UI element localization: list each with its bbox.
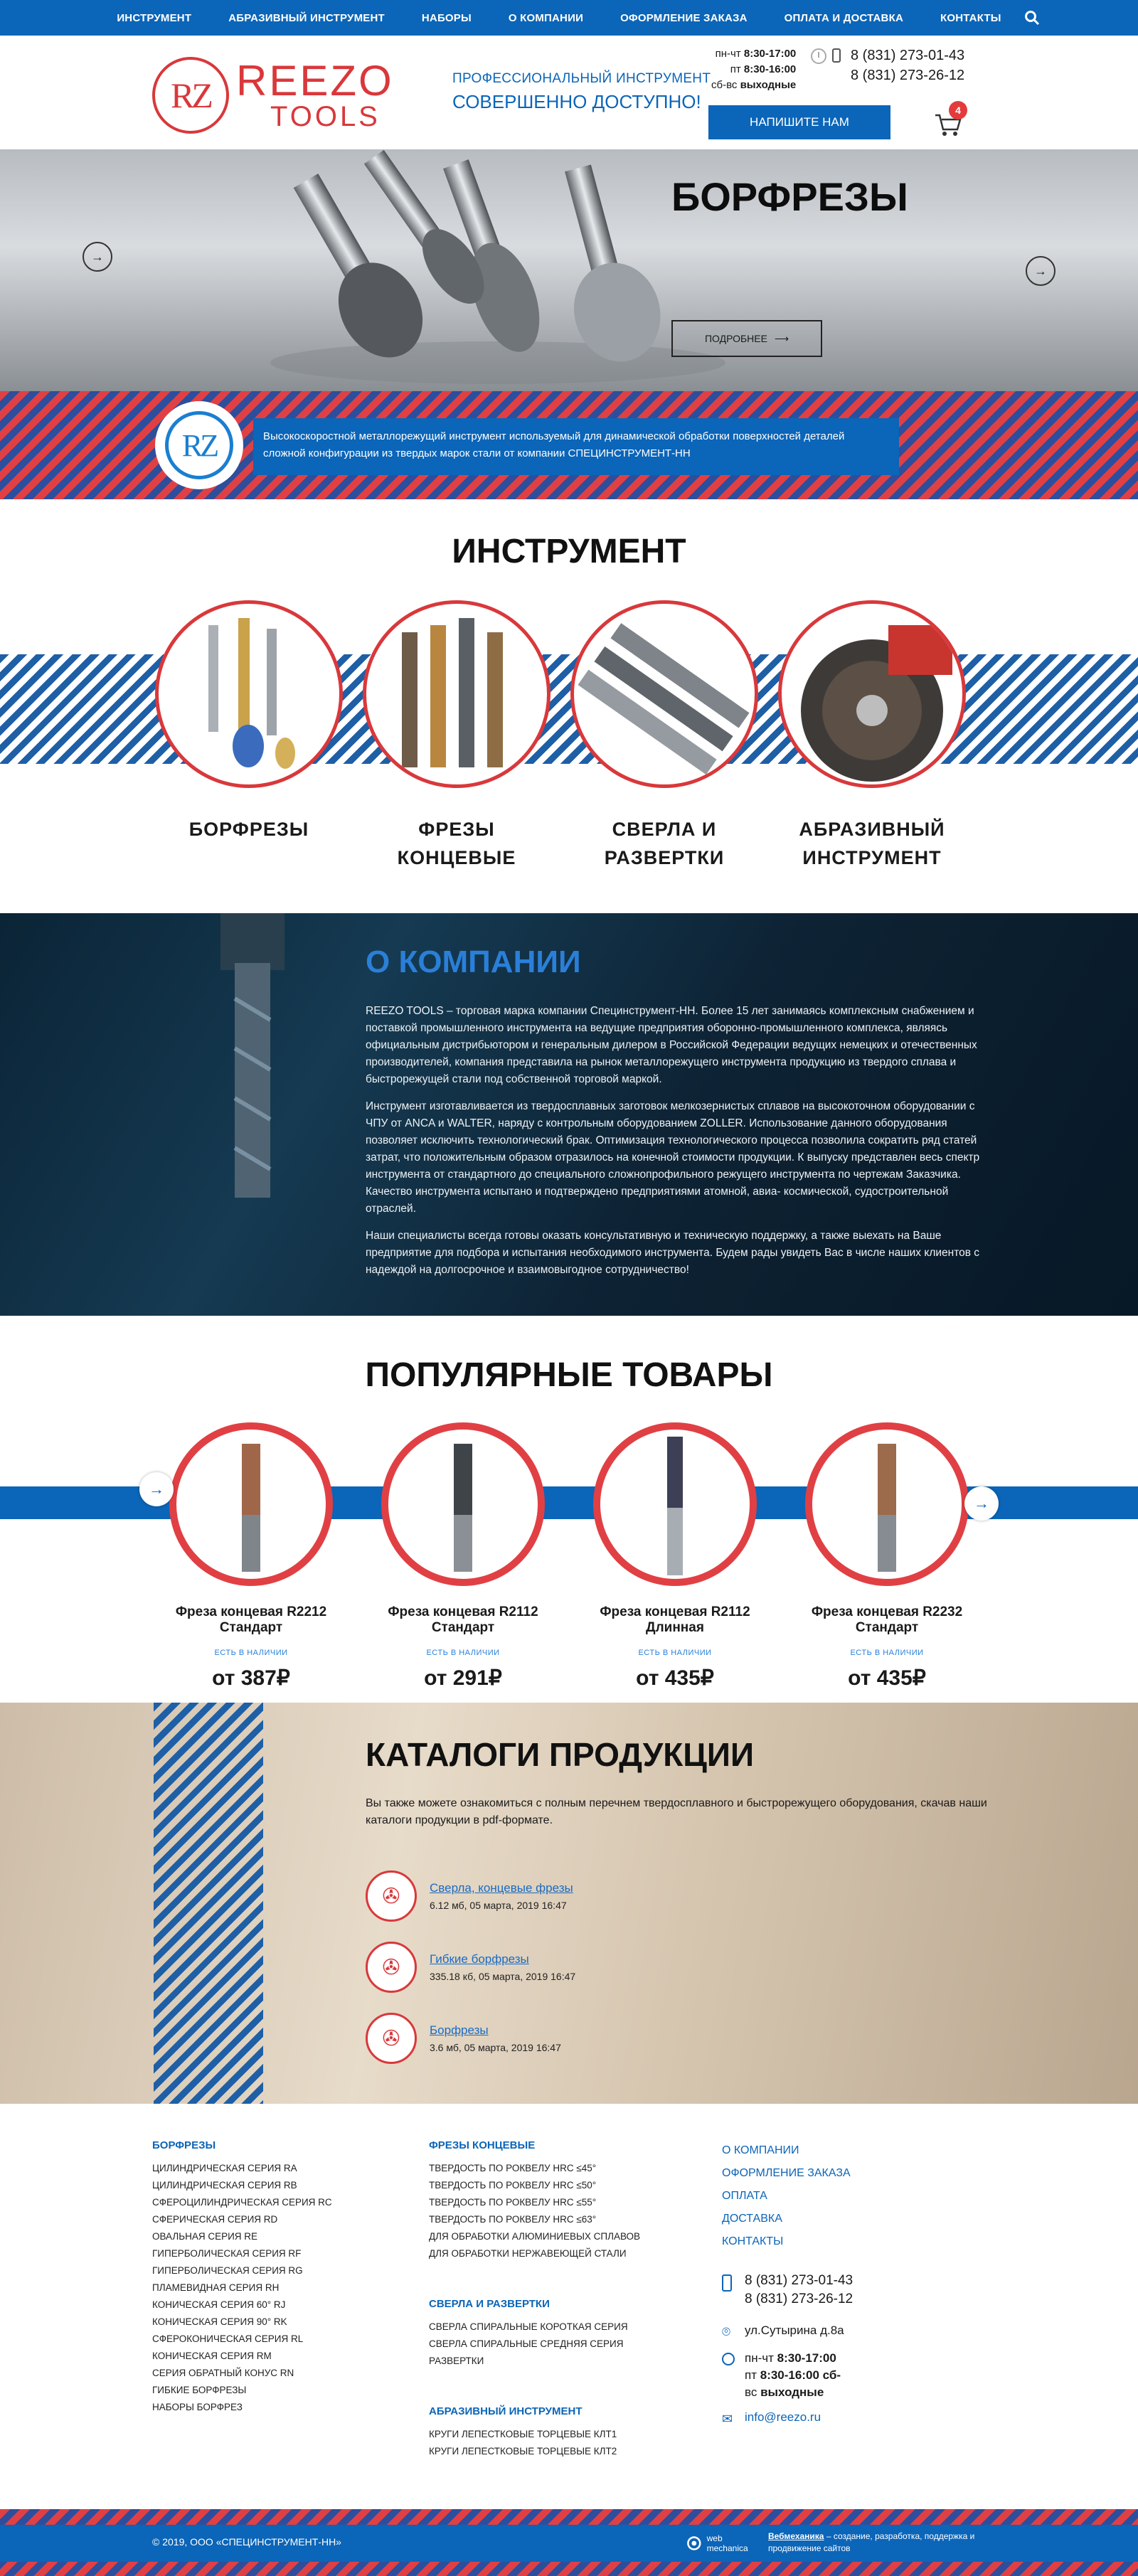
category-card-abrasive[interactable] [778, 600, 966, 872]
footer-list [429, 2426, 640, 2460]
hero-prev-arrow: → [91, 249, 104, 264]
footer-nav [722, 2139, 851, 2253]
products-next-button[interactable] [964, 1486, 999, 1521]
pdf-icon: ✇ [366, 2013, 417, 2064]
product-image [805, 1422, 969, 1586]
hours-row: пт 8:30-16:00 сб- [745, 2368, 841, 2382]
stock-status: ЕСТЬ В НАЛИЧИИ [426, 1649, 500, 1657]
pdf-icon: ✇ [366, 1942, 417, 1993]
footer-nav-link[interactable]: КОНТАКТЫ [722, 2235, 784, 2247]
footer-link[interactable]: СФЕРОЦИЛИНДРИЧЕСКАЯ СЕРИЯ RC [152, 2197, 332, 2208]
top-nav [0, 0, 1138, 36]
catalog-item[interactable] [366, 1870, 573, 1922]
instruments-title: ИНСТРУМЕНТ [452, 533, 686, 570]
footer-list [429, 2160, 640, 2262]
slogan-line1: ПРОФЕССИОНАЛЬНЫЙ ИНСТРУМЕНТ [452, 71, 711, 86]
catalog-meta: 335.18 кб, 05 марта, 2019 16:47 [430, 1971, 576, 1982]
category-card-burrs[interactable] [155, 600, 343, 843]
developer-logo-text: web mechanica [706, 2533, 748, 2553]
slogan-line2: СОВЕРШЕННО ДОСТУПНО! [452, 91, 701, 112]
developer-credit [768, 2530, 996, 2555]
phone-icon [722, 2274, 732, 2292]
footer-link[interactable]: СВЕРЛА СПИРАЛЬНЫЕ КОРОТКАЯ СЕРИЯ [429, 2321, 628, 2332]
footer-link[interactable]: КОНИЧЕСКАЯ СЕРИЯ 60° RJ [152, 2299, 286, 2310]
cart-count-badge: 4 [949, 101, 967, 119]
copyright-text: © 2019, ООО «СПЕЦИНСТРУМЕНТ-НН» [152, 2536, 341, 2548]
footer-link[interactable]: ДЛЯ ОБРАБОТКИ АЛЮМИНИЕВЫХ СПЛАВОВ [429, 2231, 641, 2242]
intro-banner [0, 391, 1138, 499]
footer-heading[interactable]: СВЕРЛА И РАЗВЕРТКИ [429, 2298, 550, 2310]
footer-list [429, 2319, 640, 2370]
category-card-end-mills[interactable] [363, 600, 551, 872]
hero-image [0, 149, 1138, 391]
category-image [778, 600, 966, 788]
instruments-section [0, 499, 1138, 913]
product-card[interactable] [572, 1422, 778, 1691]
footer-link[interactable]: СВЕРЛА СПИРАЛЬНЫЕ СРЕДНЯЯ СЕРИЯ [429, 2338, 624, 2349]
category-image [363, 600, 551, 788]
logo-line2: TOOLS [270, 101, 381, 132]
email-link[interactable]: info@reezo.ru [745, 2410, 821, 2424]
footer-link[interactable]: ТВЕРДОСТЬ ПО РОКВЕЛУ HRC ≤45° [429, 2163, 597, 2173]
footer-heading[interactable]: ФРЕЗЫ КОНЦЕВЫЕ [429, 2139, 536, 2151]
catalog-meta: 3.6 мб, 05 марта, 2019 16:47 [430, 2042, 561, 2053]
hours-row: пт 8:30-16:00 [730, 63, 797, 75]
phone-icon [832, 48, 841, 63]
nav-item-order[interactable]: ОФОРМЛЕНИЕ ЗАКАЗА [620, 11, 748, 24]
product-price: от 435₽ [848, 1666, 926, 1690]
product-image [593, 1422, 757, 1586]
hero-next-button[interactable] [1026, 256, 1055, 286]
footer-link[interactable]: СФЕРИЧЕСКАЯ СЕРИЯ RD [152, 2214, 278, 2225]
clock-icon [722, 2353, 735, 2365]
about-text [366, 1003, 984, 1289]
category-label: СВЕРЛА И РАЗВЕРТКИ [604, 819, 725, 868]
products-prev-button[interactable] [139, 1472, 174, 1506]
banner-text: Высокоскоростной металлорежущий инструмент используемый для динамической обработки поверхностей деталей сложной конфигурации из твердых марок стали от компании СПЕЦИНСТРУМЕНТ-НН [253, 418, 899, 475]
footer-link[interactable]: ОВАЛЬНАЯ СЕРИЯ RE [152, 2231, 258, 2242]
banner-logo-mark: RZ [165, 411, 233, 479]
product-card[interactable] [148, 1422, 354, 1691]
stock-status: ЕСТЬ В НАЛИЧИИ [850, 1649, 924, 1657]
gear-icon [686, 2533, 703, 2553]
footer-link[interactable]: РАЗВЕРТКИ [429, 2356, 484, 2366]
about-paragraph: Наши специалисты всегда готовы оказать консультативную и техническую поддержку, а также выехать на Ваше предприятие для подбора и испытания необходимого инструмента. Будем рады увидеть Вас в числе наших клиентов с надеждой на долгосрочное и взаимовыгодное сотрудничество! [366, 1230, 980, 1276]
catalogs-section [0, 1703, 1138, 2104]
phone-link-2[interactable]: 8 (831) 273-26-12 [851, 68, 965, 83]
about-paragraph: Инструмент изготавливается из твердосплавных заготовок мелкозернистых сплавов на высокоточном оборудовании с ЧПУ от ANCA и WALTER, наряду с контрольным оборудованием ZOLLER. Использование данного оборудования позволяет исключить технологический брак. Оптимизация технологического процесса позволила сократить ряд статей затрат, что положительным образом отразилось на конечной стоимости продукции. К выпуску представлен весь спектр инструмента от стандартного до специального сложнопрофильного режущего инструмента по чертежам Заказчика. Качество инструмента испытано и подтверждено предприятиями атомной, авиа- космической, судостроительной отраслей. [366, 1100, 980, 1215]
write-us-button[interactable]: НАПИШИТЕ НАМ [708, 105, 890, 139]
footer-link[interactable]: ГИБКИЕ БОРФРЕЗЫ [152, 2385, 247, 2395]
footer-link[interactable]: НАБОРЫ БОРФРЕЗ [152, 2402, 243, 2412]
footer-link[interactable]: ГИПЕРБОЛИЧЕСКАЯ СЕРИЯ RF [152, 2248, 302, 2259]
product-name: Фреза концевая R2112 Длинная [600, 1604, 750, 1635]
header-phones [851, 46, 964, 85]
product-price: от 387₽ [212, 1666, 290, 1690]
next-arrow-icon: → [974, 1494, 989, 1512]
hero-prev-button[interactable] [83, 242, 112, 272]
logo-mark: RZ [152, 57, 229, 134]
catalog-item[interactable] [366, 2013, 561, 2064]
hero-button-label: ПОДРОБНЕЕ [704, 333, 767, 344]
location-pin-icon: ⌾ [722, 2324, 730, 2340]
footer-nav-link[interactable]: ОПЛАТА [722, 2190, 767, 2202]
category-label: ФРЕЗЫ КОНЦЕВЫЕ [397, 819, 516, 868]
footer-link[interactable]: СЕРИЯ ОБРАТНЫЙ КОНУС RN [152, 2368, 294, 2378]
category-image [155, 600, 343, 788]
popular-title: ПОПУЛЯРНЫЕ ТОВАРЫ [365, 1356, 773, 1394]
category-label: АБРАЗИВНЫЙ ИНСТРУМЕНТ [799, 819, 945, 868]
hours-row: сб-вс выходные [711, 79, 797, 91]
footer-phone-link[interactable]: 8 (831) 273-26-12 [745, 2292, 854, 2306]
footer-nav-link[interactable]: О КОМПАНИИ [722, 2144, 799, 2156]
footer-heading[interactable]: АБРАЗИВНЫЙ ИНСТРУМЕНТ [429, 2405, 583, 2417]
footer-link[interactable]: КОНИЧЕСКАЯ СЕРИЯ RM [152, 2351, 272, 2361]
footer-hours [722, 2350, 841, 2401]
footer-link[interactable]: ЦИЛИНДРИЧЕСКАЯ СЕРИЯ RB [152, 2180, 297, 2191]
developer-link[interactable]: Вебмеханика [768, 2531, 824, 2541]
logo-line1: REEZO [236, 57, 394, 105]
catalogs-title: КАТАЛОГИ ПРОДУКЦИИ [366, 1736, 755, 1773]
footer-col-mills [429, 2139, 640, 2460]
product-name: Фреза концевая R2112 Стандарт [388, 1604, 538, 1635]
hero-slider [0, 149, 1138, 391]
popular-products-section [0, 1316, 1138, 1703]
nav-item-abrasive[interactable]: АБРАЗИВНЫЙ ИНСТРУМЕНТ [228, 11, 385, 24]
category-label: БОРФРЕЗЫ [188, 819, 309, 840]
footer-link[interactable]: ТВЕРДОСТЬ ПО РОКВЕЛУ HRC ≤63° [429, 2214, 597, 2225]
arrow-right-icon: ⟶ [774, 332, 789, 344]
prev-arrow-icon: → [149, 1480, 164, 1498]
logo-text [236, 57, 394, 132]
footer-list [152, 2160, 332, 2416]
about-title: О КОМПАНИИ [366, 944, 581, 979]
nav-item-contacts[interactable]: КОНТАКТЫ [940, 11, 1001, 24]
hero-title: БОРФРЕЗЫ [671, 174, 908, 219]
stock-status: ЕСТЬ В НАЛИЧИИ [638, 1649, 712, 1657]
footer-heading[interactable]: БОРФРЕЗЫ [152, 2139, 216, 2151]
product-price: от 435₽ [636, 1666, 714, 1690]
product-image [169, 1422, 333, 1586]
footer-nav-link[interactable]: ОФОРМЛЕНИЕ ЗАКАЗА [722, 2167, 851, 2179]
catalog-link[interactable]: Гибкие борфрезы [430, 1952, 529, 1966]
catalog-link[interactable]: Сверла, концевые фрезы [430, 1881, 573, 1895]
hero-next-arrow: → [1034, 263, 1047, 278]
copyright-bar [0, 2525, 1138, 2562]
product-price: от 291₽ [424, 1666, 502, 1690]
footer-link[interactable]: КОНИЧЕСКАЯ СЕРИЯ 90° RK [152, 2316, 287, 2327]
clock-icon [811, 48, 826, 64]
category-image [570, 600, 758, 788]
footer-link[interactable]: ТВЕРДОСТЬ ПО РОКВЕЛУ HRC ≤50° [429, 2180, 597, 2191]
footer-col-burrs [152, 2139, 332, 2416]
catalog-link[interactable]: Борфрезы [430, 2023, 489, 2037]
stripe-decoration [154, 1703, 263, 2104]
footer-email [722, 2408, 821, 2427]
product-card[interactable] [784, 1422, 990, 1691]
product-card[interactable] [360, 1422, 566, 1691]
footer-phone-link[interactable]: 8 (831) 273-01-43 [745, 2273, 854, 2288]
pdf-icon: ✇ [366, 1870, 417, 1922]
product-name: Фреза концевая R2212 Стандарт [175, 1604, 327, 1635]
footer-link[interactable]: КРУГИ ЛЕПЕСТКОВЫЕ ТОРЦЕВЫЕ КЛТ1 [429, 2429, 617, 2439]
phone-link-1[interactable]: 8 (831) 273-01-43 [851, 48, 965, 63]
slogan [452, 71, 711, 113]
site-footer [0, 2104, 1138, 2509]
nav-item-sets[interactable]: НАБОРЫ [421, 11, 472, 24]
nav-item-payment-delivery[interactable]: ОПЛАТА И ДОСТАВКА [784, 11, 903, 24]
footer-link[interactable]: КРУГИ ЛЕПЕСТКОВЫЕ ТОРЦЕВЫЕ КЛТ2 [429, 2446, 617, 2457]
developer-logo[interactable] [686, 2532, 757, 2555]
category-card-drills[interactable] [570, 600, 758, 872]
search-icon[interactable] [1024, 10, 1040, 26]
footer-link[interactable]: ТВЕРДОСТЬ ПО РОКВЕЛУ HRC ≤55° [429, 2197, 597, 2208]
catalog-item[interactable] [366, 1942, 575, 1993]
footer-nav-link[interactable]: ДОСТАВКА [722, 2213, 782, 2225]
catalogs-subtitle: Вы также можете ознакомиться с полным перечнем твердосплавного и быстрорежущего оборудования, скачав наши каталоги продукции в pdf-формате. [366, 1797, 987, 1826]
nav-item-about[interactable]: О КОМПАНИИ [508, 11, 584, 24]
footer-address [722, 2321, 844, 2340]
product-image [381, 1422, 545, 1586]
site-header [0, 36, 1138, 149]
hours-row: вс выходные [745, 2385, 824, 2399]
stock-status: ЕСТЬ В НАЛИЧИИ [214, 1649, 288, 1657]
footer-link[interactable]: СФЕРОКОНИЧЕСКАЯ СЕРИЯ RL [152, 2333, 304, 2344]
footer-link[interactable]: ГИПЕРБОЛИЧЕСКАЯ СЕРИЯ RG [152, 2265, 303, 2276]
mail-icon: ✉ [722, 2412, 733, 2426]
footer-link[interactable]: ПЛАМЕВИДНАЯ СЕРИЯ RH [152, 2282, 280, 2293]
hero-more-button[interactable] [671, 320, 822, 357]
developer-text: – создание, разработка, поддержка и продвижение сайтов [768, 2531, 975, 2553]
work-hours [711, 46, 796, 93]
bottom-bar [0, 2509, 1138, 2576]
hours-row: пн-чт 8:30-17:00 [715, 48, 797, 60]
hours-row: пн-чт 8:30-17:00 [745, 2351, 836, 2365]
footer-link[interactable]: ЦИЛИНДРИЧЕСКАЯ СЕРИЯ RA [152, 2163, 297, 2173]
footer-phones [722, 2272, 853, 2309]
about-paragraph: REEZO TOOLS – торговая марка компании Специнструмент-НН. Более 15 лет занимаясь комплексным снабжением и поставкой промышленного инструмента на ведущие предприятия оборонно-промышленного комплекса, являясь официальным дистрибьютором и генеральным дилером в Российской Федерации ведущих немецких и отечественных производителей, компания представила на рынок металлорежущего инструмента продукцию из твердого сплава и быстрорежущей стали под собственной торговой маркой. [366, 1005, 977, 1085]
catalog-meta: 6.12 мб, 05 марта, 2019 16:47 [430, 1900, 567, 1911]
banner-logo [155, 401, 243, 489]
product-name: Фреза концевая R2232 Стандарт [811, 1604, 963, 1635]
about-section [0, 913, 1138, 1316]
address-text: ул.Сутырина д.8а [745, 2324, 844, 2337]
footer-link[interactable]: ДЛЯ ОБРАБОТКИ НЕРЖАВЕЮЩЕЙ СТАЛИ [429, 2248, 627, 2259]
logo[interactable] [152, 57, 394, 134]
nav-item-instrument[interactable]: ИНСТРУМЕНТ [117, 11, 192, 24]
